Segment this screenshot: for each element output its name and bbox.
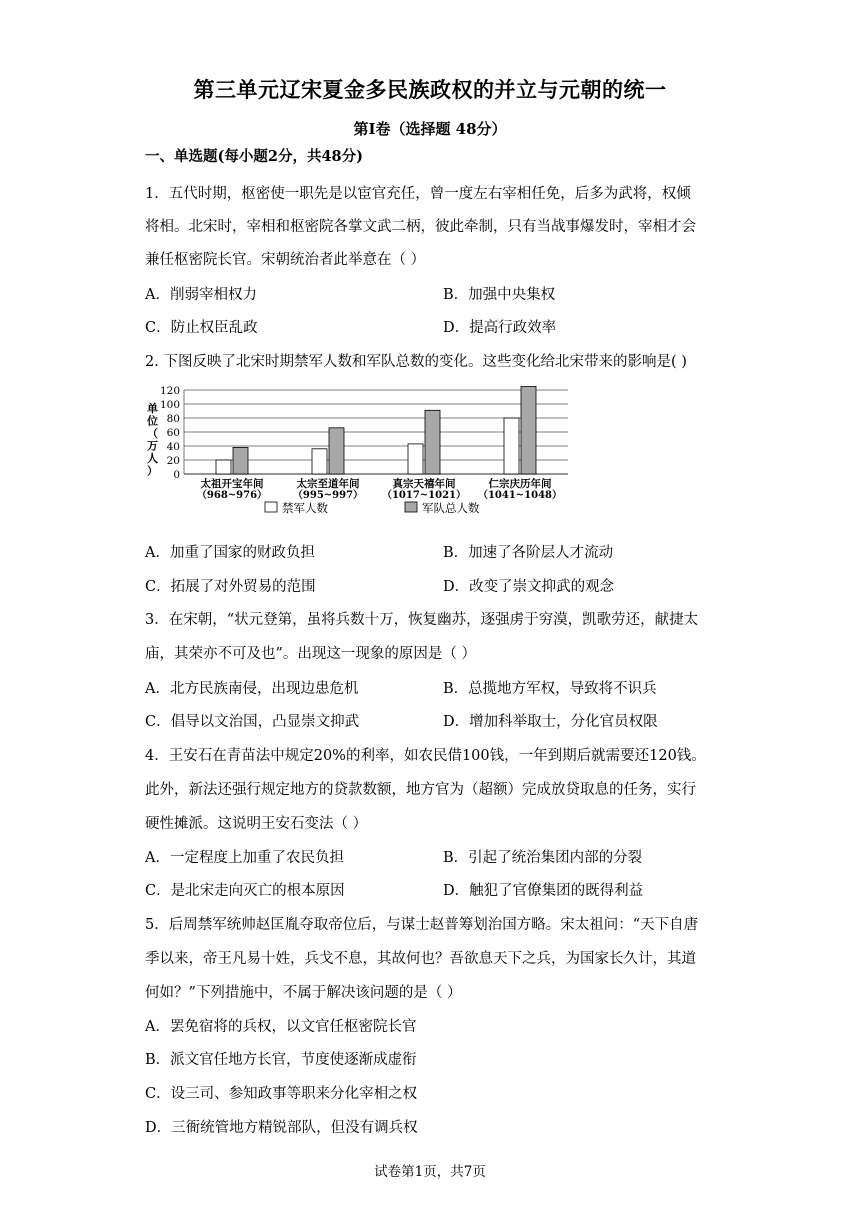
y-tick-label: 40 <box>166 441 180 453</box>
q3-stem-line: 3．在宋朝，“状元登第，虽将兵数十万，恢复幽苏，逐强虏于穷漠，凯歌劳还，献捷太 <box>145 612 699 628</box>
y-axis-label-char: 万 <box>147 439 158 453</box>
x-tick-label: 太宗至道年间 <box>296 478 360 490</box>
bar-total <box>233 447 248 474</box>
y-tick-label: 0 <box>173 469 180 481</box>
legend-swatch-series-2 <box>405 502 417 512</box>
legend-swatch-series-1 <box>265 502 277 512</box>
q3-option-a: A．北方民族南侵，出现边患危机 <box>145 681 359 697</box>
q1-stem-line: 将相。北宋时，宰相和枢密院各掌文武二柄，彼此牵制，只有当战事爆发时，宰相才会 <box>145 219 696 235</box>
chart-y-ticks <box>160 385 180 481</box>
y-axis-label <box>146 401 158 478</box>
chart-bars <box>216 387 536 475</box>
q5-stem-line: 5．后周禁军统帅赵匡胤夺取帝位后，与谋士赵普筹划治国方略。宋太祖问：“天下自唐 <box>145 917 699 933</box>
q2-option-d: D．改变了崇文抑武的观念 <box>443 579 615 595</box>
q3-option-c: C．倡导以文治国，凸显崇文抑武 <box>145 714 360 730</box>
y-axis-label-char: 位 <box>147 414 158 428</box>
q2-option-a: A．加重了国家的财政负担 <box>145 545 315 561</box>
q4-stem-line: 此外，新法还强行规定地方的贷款数额，地方官为（超额）完成放贷取息的任务，实行 <box>145 782 696 798</box>
q2-option-b: B．加速了各阶层人才流动 <box>443 545 614 561</box>
bar-jinjun <box>312 449 327 474</box>
page-subtitle: 第Ⅰ卷（选择题 48分） <box>353 120 507 138</box>
y-axis-label-char: 人 <box>147 452 158 465</box>
bar-total <box>521 387 536 475</box>
x-tick-label: 真宗天禧年间 <box>392 478 456 490</box>
q2-stem-line: 2. 下图反映了北宋时期禁军人数和军队总数的变化。这些变化给北宋带来的影响是( ) <box>145 354 687 370</box>
y-axis-label-char: 单 <box>147 402 158 415</box>
q5-stem-line: 何如？”下列措施中，不属于解决该问题的是（ ） <box>145 985 462 1001</box>
q5-option-c: C．设三司、参知政事等职来分化宰相之权 <box>145 1086 418 1102</box>
x-tick-label: 太祖开宝年间 <box>200 478 264 490</box>
y-tick-label: 80 <box>166 413 180 425</box>
q5-option-b: B．派文官任地方长官，节度使逐渐成虚衔 <box>145 1052 417 1068</box>
q4-option-d: D．触犯了官僚集团的既得利益 <box>443 883 644 899</box>
q4-option-c: C．是北宋走向灭亡的根本原因 <box>145 883 345 899</box>
q5-option-a: A．罢免宿将的兵权，以文官任枢密院长官 <box>145 1019 417 1035</box>
q3-option-d: D．增加科举取士，分化官员权限 <box>443 714 658 730</box>
bar-chart <box>140 380 580 520</box>
q1-stem-line: 兼任枢密院长官。宋朝统治者此举意在（ ） <box>145 252 426 268</box>
bar-jinjun <box>408 444 423 474</box>
x-tick-years: （1041~1048） <box>477 490 563 501</box>
legend-label-series-2: 军队总人数 <box>422 501 480 515</box>
x-tick-years: （995~997） <box>292 490 364 501</box>
q5-stem-line: 季以来，帝王凡易十姓，兵戈不息，其故何也？吾欲息天下之兵，为国家长久计，其道 <box>145 951 696 967</box>
y-axis-label-char: ） <box>147 464 158 478</box>
bar-total <box>329 428 344 474</box>
q4-option-b: B．引起了统治集团内部的分裂 <box>443 850 643 866</box>
q1-option-b: B．加强中央集权 <box>443 287 556 303</box>
q1-option-c: C．防止权臣乱政 <box>145 320 258 336</box>
q1-option-a: A．削弱宰相权力 <box>145 287 257 303</box>
q2-option-c: C．拓展了对外贸易的范围 <box>145 579 316 595</box>
q3-stem-line: 庙，其荣亦不可及也”。出现这一现象的原因是（ ） <box>145 646 477 662</box>
q1-option-d: D．提高行政效率 <box>443 320 557 336</box>
x-tick-label: 仁宗庆历年间 <box>488 478 552 490</box>
q4-stem-line: 硬性摊派。这说明王安石变法（ ） <box>145 816 368 832</box>
page-footer: 试卷第1页，共7页 <box>374 1164 486 1180</box>
y-axis-label-char: （ <box>147 427 158 440</box>
chart-x-labels <box>197 477 562 501</box>
x-tick-years: （1017~1021） <box>381 490 467 501</box>
y-tick-label: 100 <box>159 399 180 411</box>
q4-stem-line: 4．王安石在青苗法中规定20%的利率，如农民借100钱，一年到期后就需要还120钱。 <box>145 748 706 764</box>
x-tick-years: （968~976） <box>196 490 268 501</box>
svg-text:单位（万人） <box>146 401 158 478</box>
q1-stem-line: 1．五代时期，枢密使一职先是以宦官充任，曾一度左右宰相任免，后多为武将，权倾 <box>145 186 691 202</box>
q3-option-b: B．总揽地方军权，导致将不识兵 <box>443 681 657 697</box>
y-tick-label: 20 <box>166 455 180 467</box>
legend-label-series-1: 禁军人数 <box>282 501 328 515</box>
page-title: 第三单元辽宋夏金多民族政权的并立与元朝的统一 <box>193 78 667 102</box>
q5-option-d: D．三衙统管地方精锐部队，但没有调兵权 <box>145 1120 418 1136</box>
section-heading: 一、单选题(每小题2分，共48分) <box>145 148 363 165</box>
y-tick-label: 120 <box>159 385 180 397</box>
y-tick-label: 60 <box>166 427 180 439</box>
chart-legend <box>265 501 480 515</box>
bar-jinjun <box>216 460 231 474</box>
bar-jinjun <box>504 418 519 474</box>
bar-total <box>425 410 440 474</box>
q4-option-a: A．一定程度上加重了农民负担 <box>145 850 344 866</box>
